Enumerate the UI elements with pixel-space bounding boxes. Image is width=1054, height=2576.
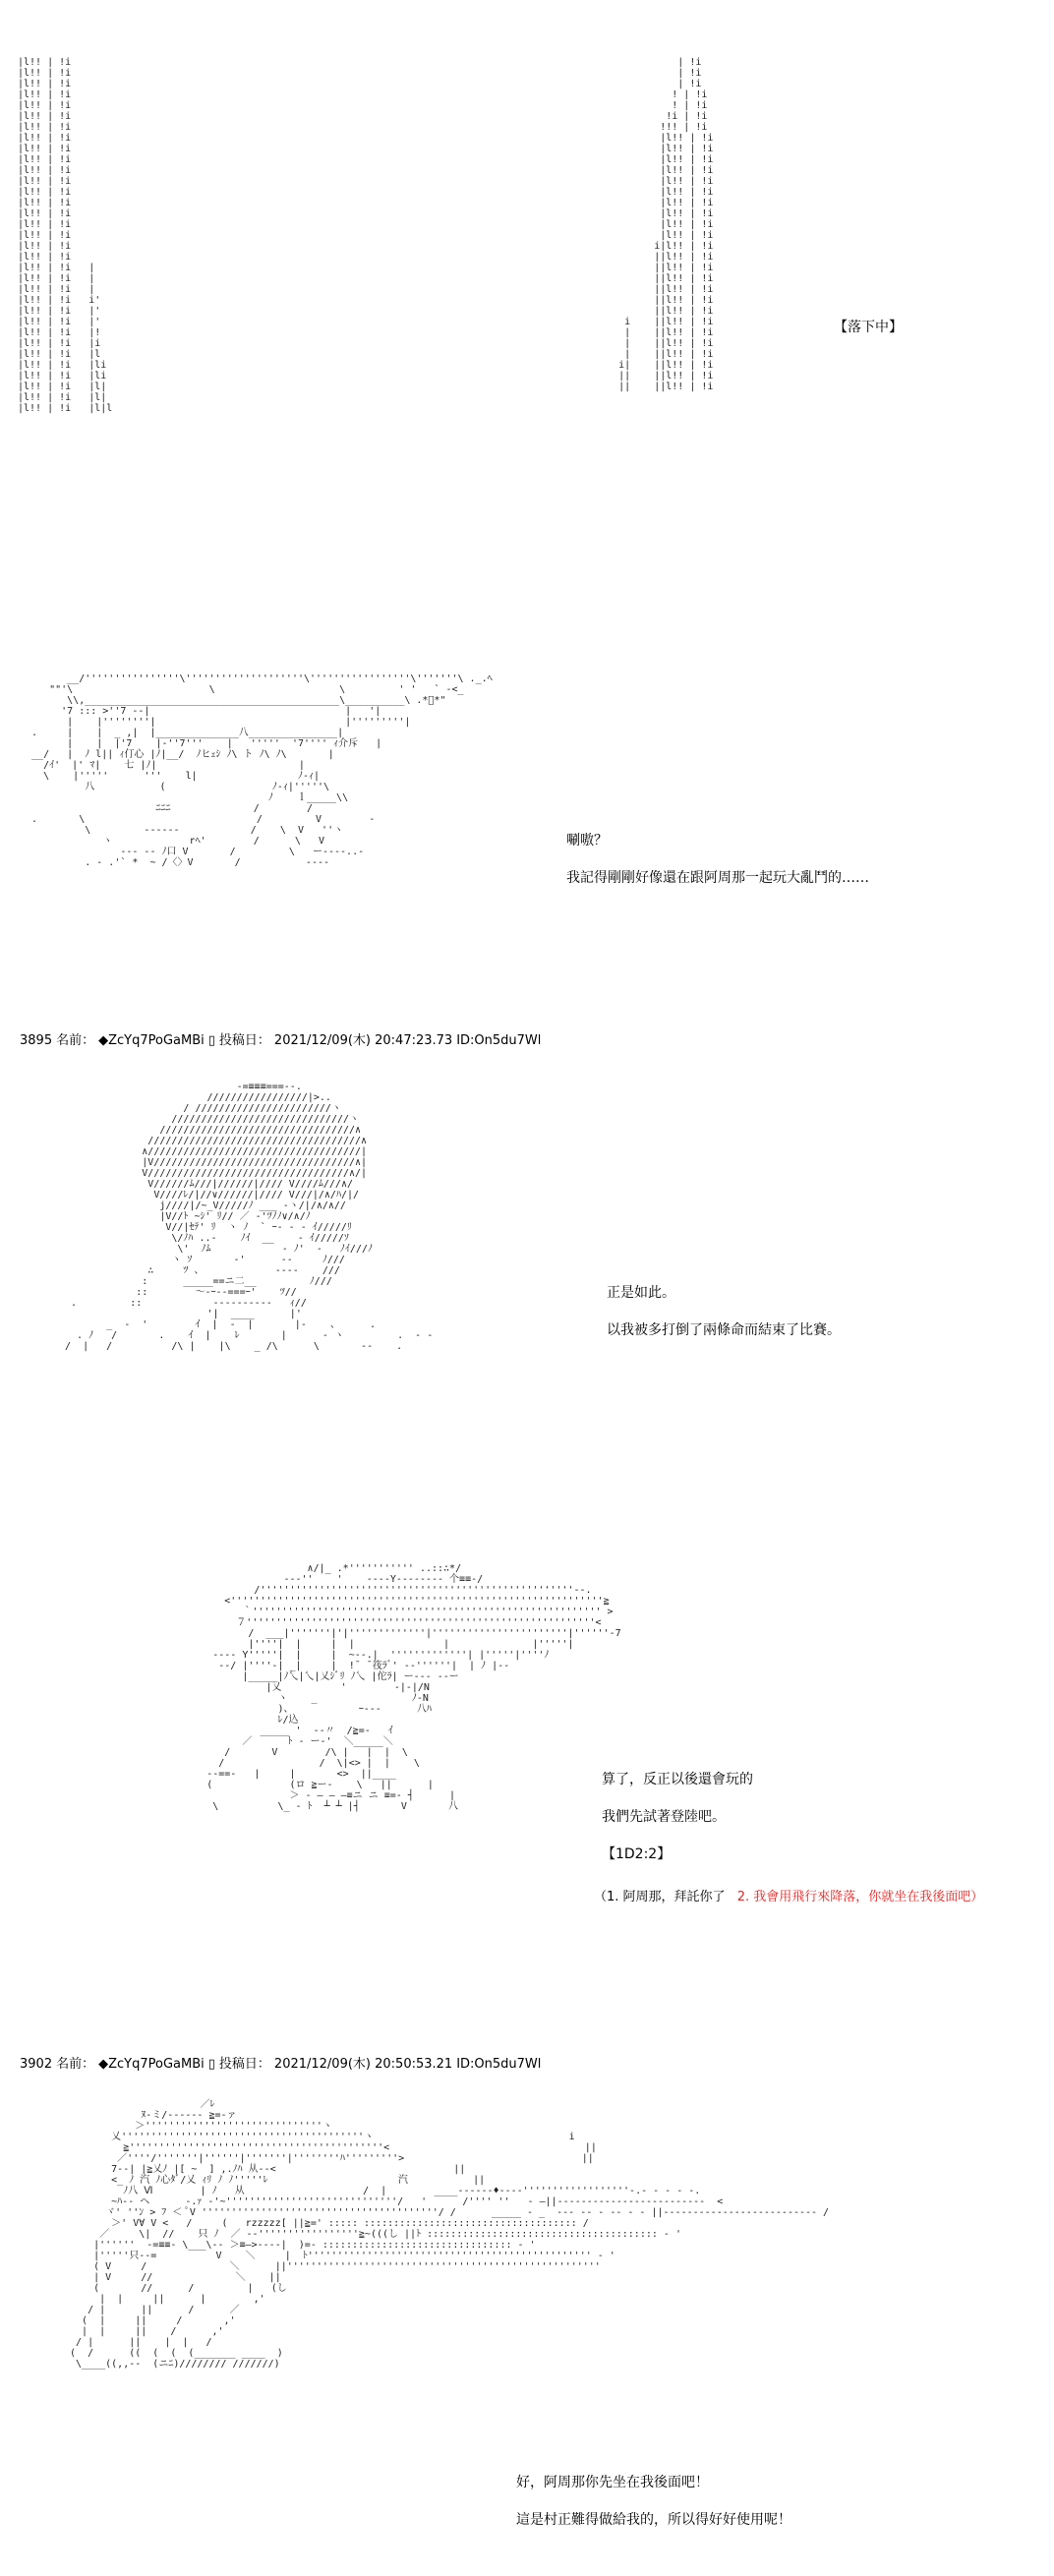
caption-falling: 【落下中】 <box>834 320 903 335</box>
post-date: 2021/12/09(木) 20:50:53.21 <box>273 2057 453 2072</box>
dialog-panel-4 <box>602 1770 753 1878</box>
dialog-panel-5 <box>516 2473 791 2547</box>
poster-name[interactable]: ◆ZcYq7PoGaMBi <box>98 1033 205 1048</box>
date-label: 投稿日： <box>218 2057 270 2072</box>
poster-name[interactable]: ◆ZcYq7PoGaMBi <box>98 2057 205 2072</box>
dialog-line: 我記得剛剛好像還在跟阿周那一起玩大亂鬥的…… <box>566 870 869 886</box>
post-header <box>20 1029 545 1048</box>
choice-line <box>594 1888 983 1907</box>
dialog-panel-2 <box>566 831 869 906</box>
choice-option-1[interactable]: （1. 阿周那，拜託你了 <box>594 1890 726 1904</box>
dialog-line: 我們先試著登陸吧。 <box>602 1809 726 1825</box>
ascii-art-hat-character-2: ∧/|_ .*''''''''''' ..::∴*/ -‐‐'' ' ‐‐‐‐Y‐‐‐‐‐‐‐‐ 个≡≡‐/ /'''''''''''''''''''''''''''''''''''''''''''''''''''''‐‐. <'''''''''''''''''''''''''''''''''''''''''''''''''''''''''''''''≧ ｀''''''''''''''''''''''''''''''''''''''''''''''''''''''''''' > ７'''''''''''''''''''''''''''''''''''''''''''''''''''''''''''< / ___|'''''''|'|'''''''''''''|'''''''''''''''''''''''|''''''‐7 |''''| | | | | |'''''| ‐‐‐‐ Y'''''| | | ~‐‐.| '''''''''''''| |'''''|''''ﾉ ‐‐/ |''''‐| _| | !̄ ̄ 筏ﾗﾞ' ‐‐''''''| | ﾉ |‐‐ |_____|ﾉ乀|乀|乂ｼﾞﾘ ﾉ乀 |佗ﾗ| ー‐‐‐ ‐‐ー |乂 ' ‐|‐|/N ヽ _ ﾉ‐N )、 ｰ‐‐‐ 八ﾊ ﾚ/込 _____ ' ‐‐〃 /≧=‐ ｲ ／ ﾄ ‐ ー‐' ＼_____＼ / V /\ | | | \ / / \|<> | | \ ‐‐==‐ | | <> ||____ ( (ロ ≧ー‐ \ || | ＞ ‐ ― ― ―≡ニ ニ ≡=‐ ┤ | \ \_ ‐ ﾄ ┴ ┴ |┤ V 八 <box>206 1563 621 1812</box>
dialog-line: 好，阿周那你先坐在我後面吧！ <box>516 2475 709 2490</box>
ascii-art-hat-character: __/''''''''''''''''\''''''''''''''''''''\'''''''''''''''''\'''''''\ ._.ﾍ ""'\ \ \ ' ' ` ‐<_ \\,___________________________________________\__________\ .*ﾞ*" '7 ::: >''7 ‐‐| | '| | |''''''''| |'''''''''| . | | _ ,| |______________八_______________| | | |'7 |‐''7''' | ''''' '7'''' ｨ介斥 | __/ | ﾉ l|| ｨ仃心 |ﾉ|__/ ﾉヒｪｼ ﾉ\ ト ﾉ\ ﾉ\ | /ｲ' |' ﾏ| 七 |ﾉ| | \ |''''' ''' l| ﾉ‐ｨ| 八 ( ﾉ‐ｨ|'''''\ ﾉ ｌ_____\\ ﾆﾆﾆ / / . \ / V ‐ \ ‐‐‐‐-‐ / \ V ''ヽ ヽ rﾍ' / \ V ‐‐‐ ‐‐ ﾉ口 V / \ ー‐‐‐‐..‐ . ‐ .'` * ~ /〈〉V / ‐‐‐‐ <box>31 673 493 868</box>
dice-roll-result: 【1D2:2】 <box>602 1846 672 1862</box>
dialog-line: 算了，反正以後還會玩的 <box>602 1772 753 1787</box>
dialog-line: 唰嗷？ <box>566 833 608 849</box>
panel-hat-character-2 <box>0 1529 1054 2030</box>
date-label: 投稿日： <box>218 1033 270 1048</box>
name-label: 名前： <box>56 1033 95 1048</box>
ascii-art-hatched-face: -=≡≡≡===-‐. /////////////////|>.. / ///////////////////////ヽ //////////////////////////////ヽ /////////////////////////////////∧ ////////////////////////////////////∧ ∧////////////////////////////////////| |V//////////////////////////////////∧| V//////////////////////////////////∧/| V//////ﾑ///|//////|//// V////ﾑ///∧/ V////ﾚ/|//∨//////|//// V///|/∧/ﾊ/|/ j////|/~_V/////ﾉ ___ -ヽ/|/∧/∧// |V//ﾄ ~ｼ' ﾘ// ／ ‐'ﾂﾉﾉ∨/∧/ﾉ V//|ｾﾃ' ﾘ ヽ ﾉ ` ｰ‐ ‐ ‐ ｲ/////ﾘ \/ﾉﾊ ..‐ ﾉｲ __ ‐ ｲ/////ｿ \' ﾉﾑ ‐ ﾉ' ‐ ﾉｲ///ﾉ ヽ ｿ ‐' ‐‐ ﾉ/// ∴ ﾂ 、 ‐‐‐‐ /// : _____==ニ二__ ﾉ/// :: ～‐ｰ‐‐===ｰ' ﾂ// . :: ---------‐ ｨ// '| ____ |' _ - ' ｲ | ‐ | |‐ 、 . . ﾉ / . ｲ | ﾚ | ‐ ヽ . ‐ ‐ / | / /\ | |\ _ /\ \ ‐‐ . <box>65 1082 434 1352</box>
panel-falling <box>0 0 1054 629</box>
separator-icon: ▯ <box>207 1033 215 1048</box>
ascii-art-right-lines: | !i | !i | !i ! | !i ! | !i !i | !i !!! | !i |l!! | !i |l!! | !i |l!! | !i |l!! | !i |l!! | !i |l!! | !i |l!! | !i |l!! | !i |l!! | !i |l!! | !i i|l!! | !i ||l!! | !i ||l!! | !i ||l!! | !i ||l!! | !i ||l!! | !i ||l!! | !i i ||l!! | !i | ||l!! | !i | ||l!! | !i | ||l!! | !i i| ||l!! | !i || ||l!! | !i || ||l!! | !i <box>618 57 714 392</box>
post-header <box>20 2053 545 2072</box>
dialog-line: 以我被多打倒了兩條命而結束了比賽。 <box>607 1322 841 1338</box>
dialog-panel-3 <box>607 1283 841 1358</box>
panel-hat-character-1 <box>0 629 1054 1027</box>
separator-icon: ▯ <box>207 2057 215 2072</box>
post-number: 3902 <box>20 2057 53 2072</box>
panel-sword <box>0 2079 1054 2576</box>
dialog-line: 正是如此。 <box>607 1285 675 1301</box>
panel-hatched-face <box>0 1057 1054 1529</box>
ascii-art-left-lines: |l!! | !i |l!! | !i |l!! | !i |l!! | !i |l!! | !i |l!! | !i |l!! | !i |l!! | !i |l!! | !i |l!! | !i |l!! | !i |l!! | !i |l!! | !i |l!! | !i |l!! | !i |l!! | !i |l!! | !i |l!! | !i |l!! | !i |l!! | !i | |l!! | !i | |l!! | !i | |l!! | !i i' |l!! | !i |' |l!! | !i |' |l!! | !i |! |l!! | !i |i |l!! | !i |l |l!! | !i |li |l!! | !i |li |l!! | !i |l| |l!! | !i |l| |l!! | !i |l|l <box>18 57 113 414</box>
post-number: 3895 <box>20 1033 53 1048</box>
choice-option-2[interactable]: 2. 我會用飛行來降落，你就坐在我後面吧） <box>736 1890 984 1904</box>
post-id[interactable]: ID:On5du7Wl <box>456 2057 542 2072</box>
post-date: 2021/12/09(木) 20:47:23.73 <box>273 1033 453 1048</box>
dialog-line: 這是村正難得做給我的，所以得好好使用呢！ <box>516 2512 791 2528</box>
name-label: 名前： <box>56 2057 95 2072</box>
post-id[interactable]: ID:On5du7Wl <box>456 1033 542 1048</box>
ascii-art-sword-character: ／ﾚ ﾇ‐ミ/‐‐‐‐‐‐ ≧=‐ァ ＞''''''''''''''''''''''''''''''ヽ 乂'''''''''''''''''''''''''''''''''''''''''ヽ i ≧'''''''''''''''''''''''''''''''''''''''''''< || ／''''/'''''''|''''''|'''''''|''''''''ﾊ'''''''''> || 7‐‐| |≧乂ﾉ |[ ~ ] ,.ﾉﾊ 从‐‐< || <_ ﾉ 汽 ﾉ心ﾀﾞ/乂 ｨﾘ ﾉ ﾉ'''''ﾚ 汽 || ﾉ八 Ⅵ | ﾉ 从 / | ____‐‐‐‐‐‐♦‐‐‐‐''''''''''''''''''‐.‐ ‐ ‐ ‐ ‐. ~ﾊ‐‐ ヘ ‐.ｧ ‐'~'''''''''''''''''''''''''''''/ ' /'''' '' ‐ ―||‐‐‐‐‐‐‐‐‐‐‐‐‐‐‐‐‐‐‐‐‐‐‐‐‐ < ヾ' ''ﾝ > ﾌ ＜ ﾟV ''''''''''''''''''''''''''''''''''''''''/ / _____ ‐ _ ‐‐‐ ‐‐ - ‐‐ ‐ ‐ ||‐‐‐‐‐‐‐‐‐‐‐‐‐‐‐‐‐‐‐‐‐‐‐‐‐‐ / ＞' V∀ V < / ( rzzzzz[ ||≧=' ::::: :::::::::::::::::::::::::::::::::::: / ／ \| // 只 ﾉ ／ ‐‐'''''''''''''''''≧~(((し ||ﾄ ::::::::::::::::::::::::::::::::::::::: ‐ ' |'''''' ‐=≡≡‐ \___\‐‐ ＞≡―>‐‐‐‐| )=‐ :::::::::::::::::::::::::::::::: ‐ ' |'''''只‐‐= V ＼ | ﾄ'''''''''''''''''''''''''''''''''''''''''''''''' ‐ ' ( V / ＼ ||''''''''''''''''''''''''''''''''''''''''''''''''''''' | V // ＼ || ( // / | (し | | || | ,' / | || / ／ ( | || / ,' | | || / ,' / | || | | / ( / (( ( ( (_______ ____ ) \____((,,‐‐ (ニﾆ)//////// ///////) <box>70 2099 830 2370</box>
